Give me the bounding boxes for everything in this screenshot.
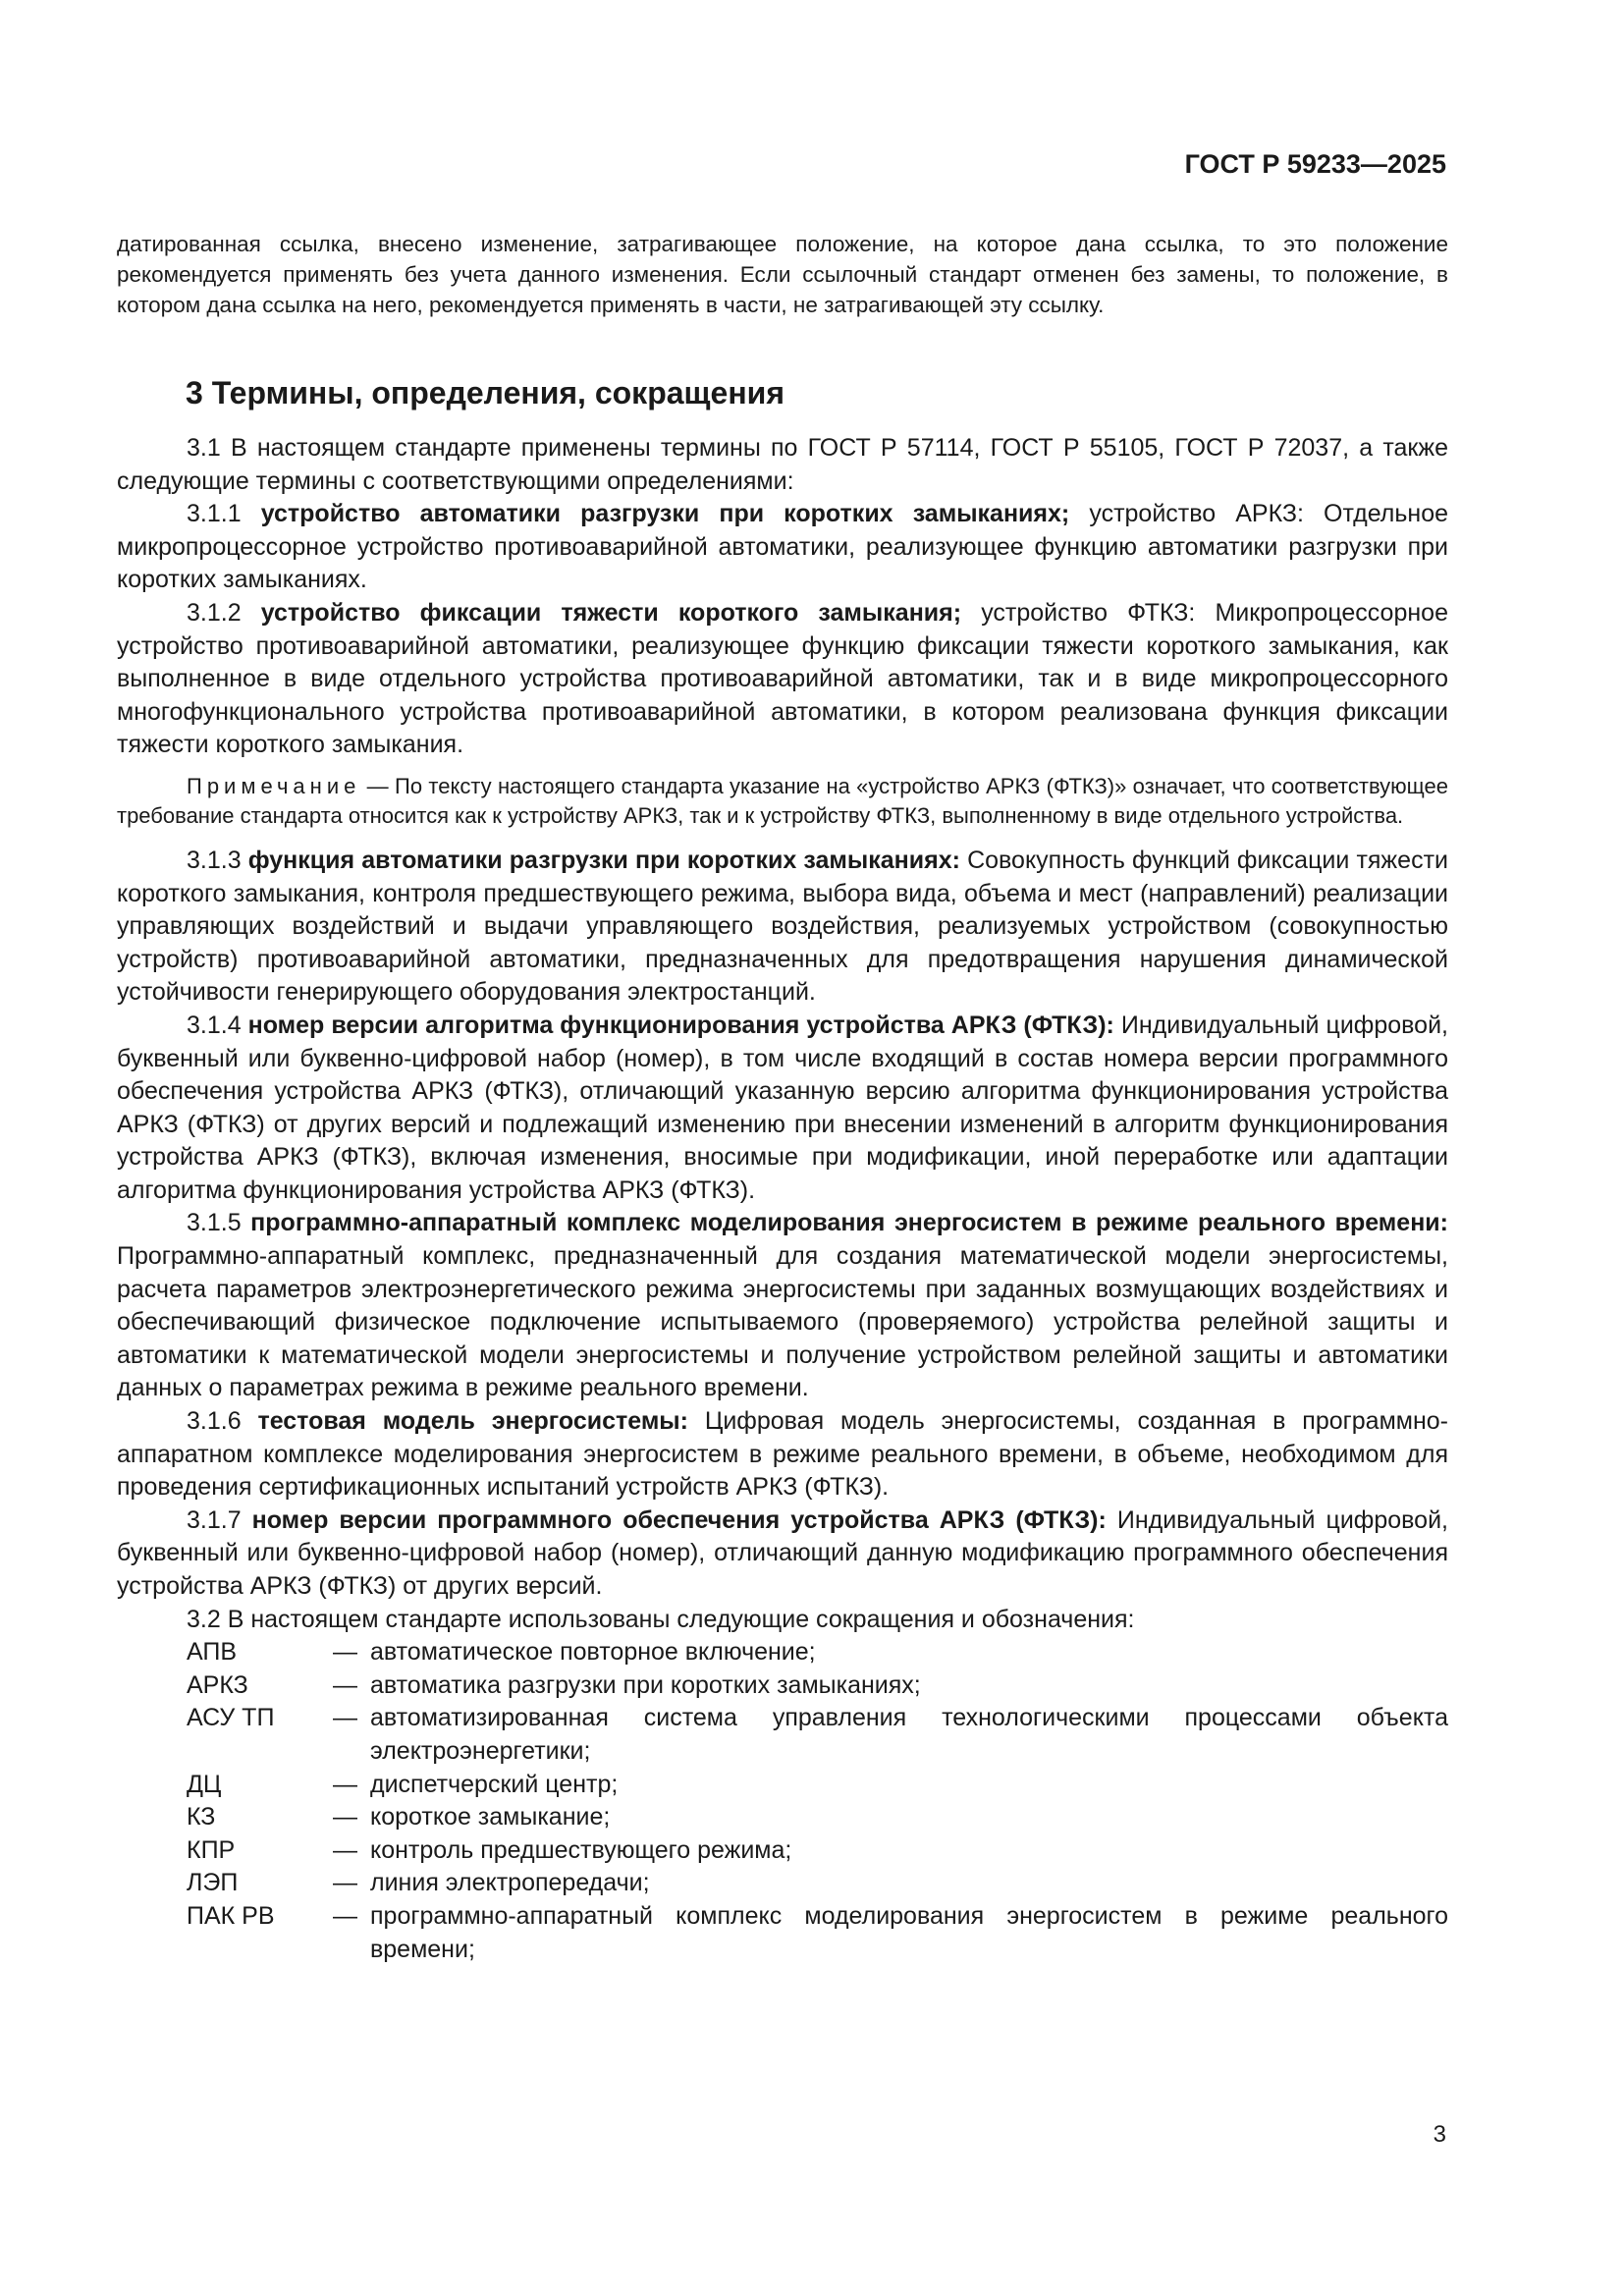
term-3-1-3 xyxy=(117,845,1448,1010)
abbreviation-term: ПАК РВ xyxy=(187,1901,275,1930)
term-name: тестовая модель энергосистемы: xyxy=(257,1407,688,1436)
term-definition: устройство ФТКЗ: Микропроцессорное устройство противоаварийной автоматики, реализующее функцию фиксации тяжести короткого замыкания, как выполненное в виде отдельного устройства противоаварийной автоматики, так и в виде микропроцессорного многофункционального устройства противоаварийной автоматики, в котором реализована функция фиксации тяжести короткого замыкания. xyxy=(117,598,1448,759)
abbreviation-row xyxy=(117,1801,1448,1834)
abbreviation-row xyxy=(117,1636,1448,1669)
term-definition: Индивидуальный цифровой, буквенный или буквенно-цифровой набор (номер), отличающий данную модификацию программного обеспечения устройства АРКЗ (ФТКЗ) от других версий. xyxy=(117,1505,1448,1600)
abbreviation-definition: линия электропередачи; xyxy=(370,1869,650,1897)
abbreviation-dash: — xyxy=(333,1835,357,1864)
term-3-1-2 xyxy=(117,597,1448,762)
abbreviation-definition: короткое замыкание; xyxy=(370,1803,611,1831)
abbreviation-term: ДЦ xyxy=(187,1770,222,1798)
term-number: 3.1.3 xyxy=(187,846,248,874)
term-3-1-7 xyxy=(117,1504,1448,1604)
abbreviation-row xyxy=(117,1834,1448,1868)
abbreviation-term: ЛЭП xyxy=(187,1869,239,1897)
abbreviation-definition: автоматизированная система управления технологическими процессами объекта электроэнергетики; xyxy=(370,1704,1448,1765)
page-number: 3 xyxy=(1433,2121,1446,2148)
term-name: номер версии алгоритма функционирования устройства АРКЗ (ФТКЗ): xyxy=(247,1011,1114,1039)
paragraph-3-2: 3.2 В настоящем стандарте использованы следующие сокращения и обозначения: xyxy=(187,1605,1135,1633)
term-name: устройство автоматики разгрузки при коротких замыканиях; xyxy=(260,500,1070,528)
abbreviation-dash: — xyxy=(333,1704,357,1732)
term-definition: Программно-аппаратный комплекс, предназначенный для создания математической модели энергосистемы, расчета параметров электроэнергетического режима энергосистемы при заданных возмущающих воздействиях и обеспечивающий физическое подключение испытываемого (проверяемого) устройства релейной защиты и автоматики к математической модели энергосистемы и получение устройством релейной защиты и автоматики данных о параметрах режима в режиме реального времени. xyxy=(117,1242,1448,1402)
term-name: устройство фиксации тяжести короткого замыкания; xyxy=(260,598,962,627)
paragraph-3-1: 3.1 В настоящем стандарте применены термины по ГОСТ Р 57114, ГОСТ Р 55105, ГОСТ Р 72037, а также следующие термины с соответствующими определениями: xyxy=(117,434,1448,495)
term-name: номер версии программного обеспечения устройства АРКЗ (ФТКЗ): xyxy=(251,1505,1107,1534)
term-definition: Совокупность функций фиксации тяжести короткого замыкания, контроля предшествующего режима, выбора вида, объема и мест (направлений) реализации управляющих воздействий и выдачи управляющего воздействия, реализуемых устройством (совокупностью устройств) противоаварийной автоматики, предназначенных для предотвращения нарушения динамической устойчивости генерирующего оборудования электростанций. xyxy=(117,846,1448,1007)
section-title: 3 Термины, определения, сокращения xyxy=(186,375,784,410)
term-number: 3.1.4 xyxy=(187,1011,248,1039)
abbreviation-row xyxy=(117,1900,1448,1966)
abbreviation-term: АПВ xyxy=(187,1638,238,1667)
term-3-1-1 xyxy=(117,498,1448,597)
abbreviation-row xyxy=(117,1867,1448,1900)
section-body xyxy=(117,432,1448,1966)
term-definition: устройство АРКЗ: Отдельное микропроцессорное устройство противоаварийной автоматики, реализующее функцию автоматики разгрузки при коротких замыканиях. xyxy=(117,500,1448,594)
term-name: функция автоматики разгрузки при коротких замыканиях: xyxy=(247,846,960,874)
abbreviation-term: КЗ xyxy=(187,1803,216,1831)
note-text: — По тексту настоящего стандарта указание на «устройство АРКЗ (ФТКЗ)» означает, что соответствующее требование стандарта относится как к устройству АРКЗ, так и к устройству ФТКЗ, выполненному в виде отдельного устройства. xyxy=(117,773,1448,828)
intro-paragraph: датированная ссылка, внесено изменение, затрагивающее положение, на которое дана ссылка, то это положение рекомендуется применять без учета данного изменения. Если ссылочный стандарт отменен без замены, то положение, в котором дана ссылка на него, рекомендуется применять в части, не затрагивающей эту ссылку. xyxy=(117,232,1448,317)
term-3-1-6 xyxy=(117,1405,1448,1504)
abbreviation-dash: — xyxy=(333,1770,357,1798)
abbreviation-term: КПР xyxy=(187,1835,236,1864)
abbreviation-definition: контроль предшествующего режима; xyxy=(370,1835,792,1864)
abbreviation-definition: диспетчерский центр; xyxy=(370,1770,619,1798)
abbreviation-definition: автоматическое повторное включение; xyxy=(370,1638,816,1667)
term-number: 3.1.1 xyxy=(187,500,261,528)
abbreviation-dash: — xyxy=(333,1869,357,1897)
note-label: Примечание xyxy=(187,773,361,798)
abbreviation-definition: автоматика разгрузки при коротких замыканиях; xyxy=(370,1670,921,1699)
term-number: 3.1.5 xyxy=(187,1209,251,1237)
abbreviation-dash: — xyxy=(333,1803,357,1831)
term-3-1-5 xyxy=(117,1207,1448,1405)
term-definition: Индивидуальный цифровой, буквенный или буквенно-цифровой набор (номер), в том числе входящий в состав номера версии программного обеспечения устройства АРКЗ (ФТКЗ), отличающий указанную версию алгоритма функционирования устройства АРКЗ (ФТКЗ) от других версий и подлежащий изменению при внесении изменений в алгоритм функционирования устройства АРКЗ (ФТКЗ), включая изменения, вносимые при модификации, иной переработке или адаптации алгоритма функционирования устройства АРКЗ (ФТКЗ). xyxy=(117,1011,1448,1204)
abbreviation-row xyxy=(117,1669,1448,1703)
term-definition: Цифровая модель энергосистемы, созданная в программно-аппаратном комплексе моделирования энергосистем в режиме реального времени, в объеме, необходимом для проведения сертификационных испытаний устройств АРКЗ (ФТКЗ). xyxy=(117,1407,1448,1502)
term-number: 3.1.6 xyxy=(187,1407,258,1436)
note xyxy=(117,772,1448,831)
abbreviation-row xyxy=(117,1769,1448,1802)
document-code: ГОСТ Р 59233—2025 xyxy=(1184,149,1446,179)
abbreviation-dash: — xyxy=(333,1901,357,1930)
abbreviation-term: АРКЗ xyxy=(187,1670,248,1699)
term-number: 3.1.2 xyxy=(187,598,261,627)
term-number: 3.1.7 xyxy=(187,1505,252,1534)
term-3-1-4 xyxy=(117,1010,1448,1208)
abbreviation-row xyxy=(117,1702,1448,1768)
abbreviation-term: АСУ ТП xyxy=(187,1704,275,1732)
term-name: программно-аппаратный комплекс моделирования энергосистем в режиме реального времени: xyxy=(250,1209,1448,1237)
abbreviation-dash: — xyxy=(333,1638,357,1667)
abbreviation-definition: программно-аппаратный комплекс моделирования энергосистем в режиме реального времени; xyxy=(370,1901,1448,1963)
abbreviation-dash: — xyxy=(333,1670,357,1699)
